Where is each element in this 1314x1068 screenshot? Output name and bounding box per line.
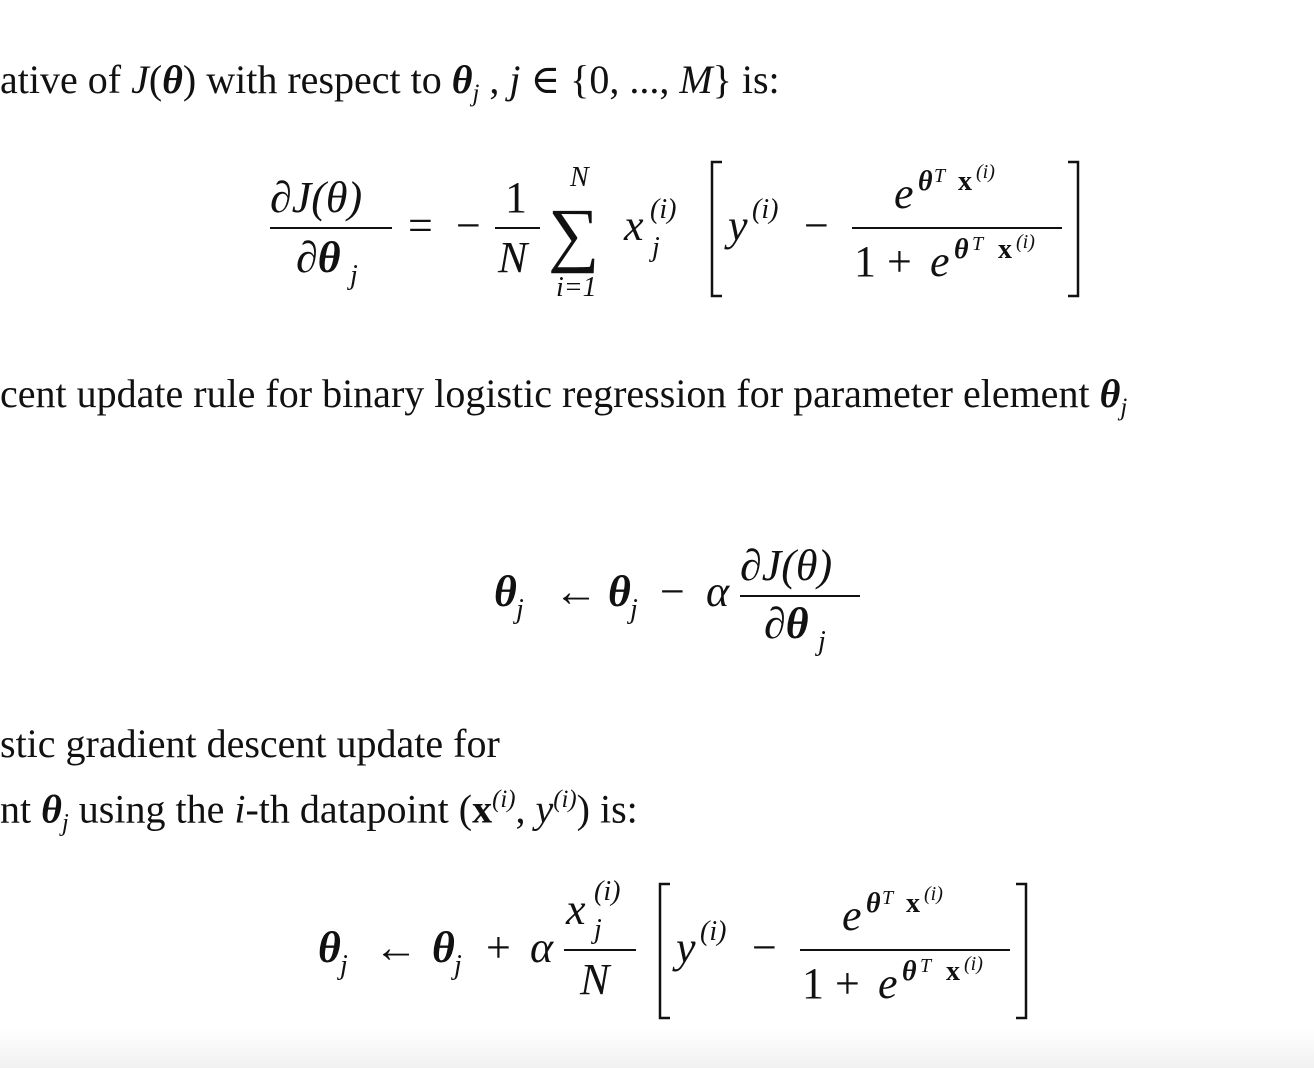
math-theta: θ bbox=[162, 57, 183, 102]
math-theta: θ bbox=[41, 786, 62, 832]
text-fragment: stic gradient descent update for bbox=[0, 721, 500, 766]
math-subscript-j: j bbox=[472, 79, 480, 107]
eq1-one: 1 bbox=[505, 173, 527, 222]
eq1-sum-upper: N bbox=[570, 162, 589, 193]
page-footer-shade bbox=[0, 1028, 1314, 1068]
eq3-frac-num-theta: θ bbox=[866, 888, 881, 919]
text-fragment: ative of bbox=[0, 57, 132, 102]
eq3-left-bracket bbox=[660, 884, 670, 1018]
eq3-y: y bbox=[676, 923, 696, 972]
eq2-theta-2-subscript: j bbox=[630, 594, 638, 625]
eq3-frac-den-x: x bbox=[946, 956, 960, 987]
eq1-frac-num-T: T bbox=[934, 165, 946, 187]
eq3-theta-2: θ bbox=[432, 923, 455, 972]
eq3-right-bracket bbox=[1016, 884, 1026, 1018]
text-fragment: cent update rule for binary logistic regression for parameter element bbox=[0, 371, 1100, 416]
eq1-frac-den-x-sup: (i) bbox=[1016, 231, 1035, 253]
eq1-x: x bbox=[624, 201, 644, 250]
eq1-N: N bbox=[498, 233, 528, 282]
eq3-frac-num-x-sup: (i) bbox=[924, 883, 943, 905]
eq1-denominator: ∂θ bbox=[296, 233, 341, 282]
eq2-alpha: α bbox=[706, 567, 730, 616]
eq3-frac-den-x-sup: (i) bbox=[964, 953, 983, 975]
eq3-frac-den-prefix: 1 + bbox=[802, 959, 860, 1008]
eq3-theta: θ bbox=[318, 923, 341, 972]
equation-gradient bbox=[270, 161, 1078, 303]
eq3-frac-num-x: x bbox=[906, 888, 920, 919]
eq1-left-bracket bbox=[712, 162, 722, 296]
eq2-theta-2: θ bbox=[608, 567, 631, 616]
eq3-x: x bbox=[566, 885, 586, 934]
eq1-y: y bbox=[728, 201, 748, 250]
eq3-N: N bbox=[580, 955, 610, 1004]
equation-update-rule bbox=[494, 541, 860, 657]
eq1-frac-den-x: x bbox=[998, 234, 1012, 265]
eq2-theta-subscript: j bbox=[516, 594, 524, 625]
eq1-equals: = bbox=[408, 201, 433, 250]
eq3-plus: + bbox=[486, 923, 511, 972]
math-theta: θ bbox=[451, 57, 473, 102]
eq3-frac-den-e: e bbox=[878, 959, 898, 1008]
eq1-denominator-subscript: j bbox=[350, 260, 358, 291]
eq1-x-superscript: (i) bbox=[650, 194, 677, 225]
eq1-right-bracket bbox=[1068, 162, 1078, 296]
eq3-theta-2-subscript: j bbox=[454, 950, 462, 981]
eq3-frac-num-e: e bbox=[842, 891, 862, 940]
math-subscript-j: j bbox=[1120, 393, 1128, 421]
eq1-frac-den-T: T bbox=[972, 233, 984, 255]
equation-sgd-update bbox=[318, 876, 1026, 1018]
eq3-y-superscript: (i) bbox=[700, 916, 727, 947]
math-j: j bbox=[509, 57, 521, 102]
eq1-frac-num-theta: θ bbox=[918, 166, 933, 197]
eq3-frac-num-T: T bbox=[882, 887, 894, 909]
math-M: M bbox=[679, 57, 713, 102]
eq2-minus: − bbox=[660, 567, 685, 616]
eq3-x-subscript: j bbox=[594, 914, 602, 945]
eq2-numerator: ∂J(θ) bbox=[740, 541, 833, 590]
text-line-datapoint: nt $\theta_j$ using the i-th datapoint ($x^{(i)}$, $y^{(i)}$) is: bbox=[0, 786, 638, 837]
eq1-frac-num-x: x bbox=[958, 166, 972, 197]
eq1-sum-lower: i=1 bbox=[556, 272, 597, 303]
eq1-minus: − bbox=[456, 201, 481, 250]
eq1-frac-den-e: e bbox=[930, 237, 950, 286]
eq3-x-superscript: (i) bbox=[594, 876, 621, 907]
eq1-minus-2: − bbox=[804, 201, 829, 250]
eq2-denominator-subscript: j bbox=[818, 626, 826, 657]
eq3-arrow: ← bbox=[374, 923, 418, 972]
text-fragment: with respect to bbox=[196, 57, 452, 102]
math-theta: θ bbox=[1099, 371, 1121, 416]
eq3-minus: − bbox=[752, 923, 777, 972]
math-x-vector: x bbox=[472, 786, 493, 832]
eq1-y-superscript: (i) bbox=[752, 194, 779, 225]
eq1-x-subscript: j bbox=[652, 232, 660, 263]
eq1-frac-num-e: e bbox=[894, 169, 914, 218]
text-line-derivative-intro: ative of J(θ) with respect to $\theta_j$ , j ∈ {0, ..., M} is: bbox=[0, 57, 780, 107]
eq3-frac-den-theta: θ bbox=[902, 956, 917, 987]
math-J: J bbox=[131, 57, 149, 102]
eq1-numerator: ∂J(θ) bbox=[270, 173, 363, 222]
eq1-frac-den-prefix: 1 + bbox=[854, 237, 912, 286]
eq3-alpha: α bbox=[530, 923, 554, 972]
eq2-arrow: ← bbox=[554, 567, 598, 616]
eq2-theta: θ bbox=[494, 567, 517, 616]
eq2-denominator: ∂θ bbox=[764, 599, 809, 648]
eq1-frac-num-x-sup: (i) bbox=[976, 161, 995, 183]
eq3-theta-subscript: j bbox=[340, 950, 348, 981]
eq3-frac-den-T: T bbox=[920, 955, 932, 977]
eq1-frac-den-theta: θ bbox=[954, 234, 969, 265]
eq1-sum-symbol: ∑ bbox=[548, 194, 600, 274]
